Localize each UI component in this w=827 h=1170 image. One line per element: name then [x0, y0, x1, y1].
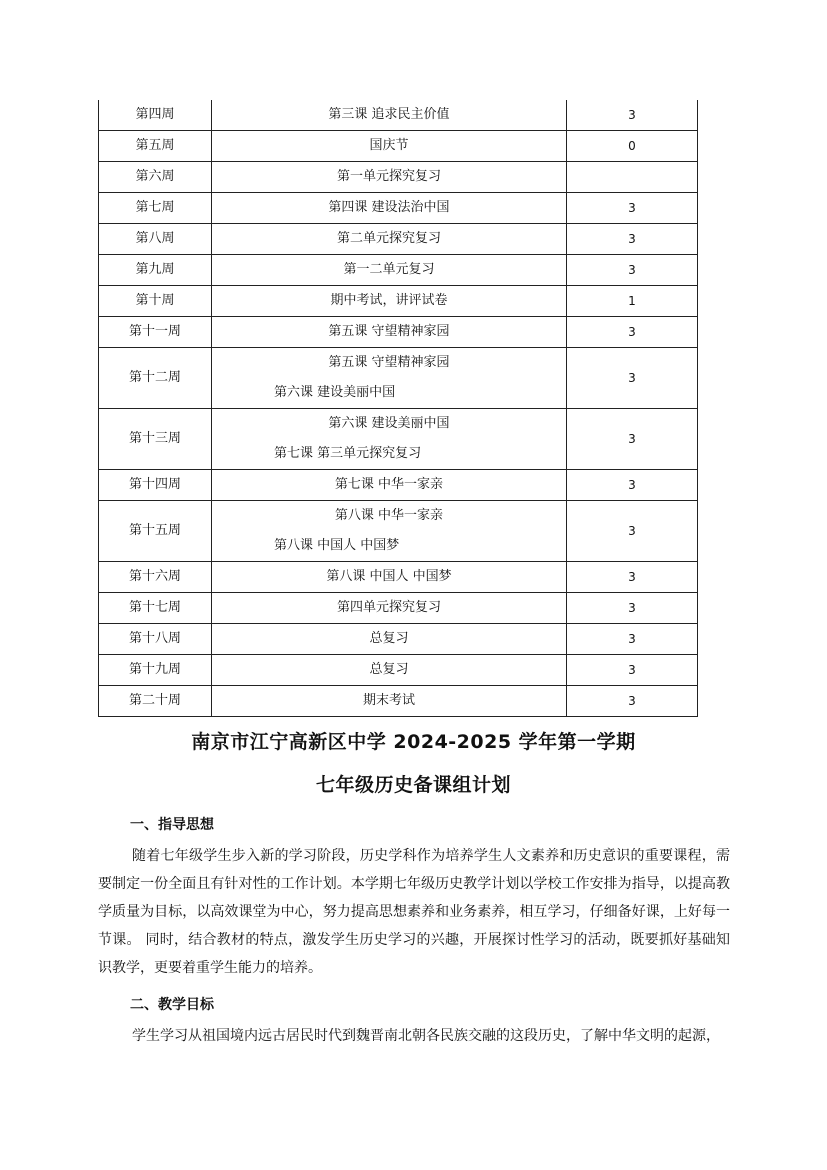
table-row [99, 224, 698, 255]
hours-cell: 0 [567, 131, 698, 162]
table-row [99, 593, 698, 624]
hours-cell: 3 [567, 317, 698, 348]
lesson-line: 第七课 中华一家亲 [334, 477, 444, 492]
lesson-line: 国庆节 [369, 138, 409, 153]
lesson-line: 第二单元探究复习 [336, 231, 441, 246]
week-cell: 第八周 [99, 224, 212, 255]
lesson-cell [212, 501, 567, 562]
schedule-table-body [99, 100, 698, 717]
hours-cell: 3 [567, 501, 698, 562]
section-body-teaching-goals: 学生学习从祖国境内远古居民时代到魏晋南北朝各民族交融的这段历史，了解中华文明的起源， [132, 1028, 720, 1044]
lesson-cell [212, 409, 567, 470]
schedule-table [98, 100, 698, 717]
week-cell: 第九周 [99, 255, 212, 286]
section-heading-guiding-ideology: 一、指导思想 [130, 817, 214, 833]
table-row [99, 470, 698, 501]
hours-cell: 3 [567, 348, 698, 409]
section-body-guiding-ideology: 随着七年级学生步入新的学习阶段，历史学科作为培养学生人文素养和历史意识的重要课程，需要制定一份全面且有针对性的工作计划。本学期七年级历史教学计划以学校工作安排为指导，以提高教学质量为目标，以高效课堂为中心，努力提高思想素养和业务素养，相互学习，仔细备好课，上好每一节课。 同时，结合教材的特点，激发学生历史学习的兴趣，开展探讨性学习的活动，既要抓好基础知识教学，更要着重学生能力的培养。 [98, 848, 730, 976]
hours-cell: 3 [567, 255, 698, 286]
table-row [99, 286, 698, 317]
lesson-cell [212, 317, 567, 348]
lesson-line: 总复习 [369, 631, 409, 646]
hours-cell: 3 [567, 593, 698, 624]
document-subtitle: 七年级历史备课组计划 [315, 774, 511, 796]
lesson-line: 第八课 中国人 中国梦 [274, 538, 400, 553]
table-row [99, 100, 698, 131]
table-row [99, 317, 698, 348]
table-row [99, 348, 698, 409]
table-row [99, 131, 698, 162]
hours-cell: 3 [567, 562, 698, 593]
lesson-line: 第五课 守望精神家园 [328, 355, 450, 370]
table-row [99, 409, 698, 470]
lesson-cell [212, 562, 567, 593]
lesson-cell [212, 593, 567, 624]
lesson-line: 期中考试，讲评试卷 [330, 293, 448, 308]
lesson-line: 第三课 追求民主价值 [328, 107, 450, 122]
table-row [99, 255, 698, 286]
table-row [99, 686, 698, 717]
week-cell: 第六周 [99, 162, 212, 193]
lesson-cell [212, 193, 567, 224]
hours-cell [567, 162, 698, 193]
week-cell: 第十二周 [99, 348, 212, 409]
lesson-cell [212, 470, 567, 501]
hours-cell: 3 [567, 224, 698, 255]
hours-cell: 3 [567, 686, 698, 717]
table-row [99, 162, 698, 193]
document-title: 南京市江宁高新区中学 2024-2025 学年第一学期 [191, 731, 636, 753]
week-cell: 第五周 [99, 131, 212, 162]
lesson-cell [212, 131, 567, 162]
hours-cell: 3 [567, 655, 698, 686]
week-cell: 第十一周 [99, 317, 212, 348]
table-row [99, 193, 698, 224]
table-row [99, 655, 698, 686]
lesson-line: 期末考试 [362, 693, 415, 708]
lesson-cell [212, 286, 567, 317]
lesson-line: 第一单元探究复习 [336, 169, 441, 184]
lesson-line: 第六课 建设美丽中国 [274, 385, 396, 400]
lesson-cell [212, 224, 567, 255]
week-cell: 第十三周 [99, 409, 212, 470]
week-cell: 第十四周 [99, 470, 212, 501]
week-cell: 第十八周 [99, 624, 212, 655]
hours-cell: 3 [567, 100, 698, 131]
hours-cell: 3 [567, 624, 698, 655]
week-cell: 第七周 [99, 193, 212, 224]
lesson-line: 第一二单元复习 [343, 262, 435, 277]
week-cell: 第四周 [99, 100, 212, 131]
week-cell: 第十七周 [99, 593, 212, 624]
lesson-cell [212, 162, 567, 193]
table-row [99, 624, 698, 655]
lesson-line: 第五课 守望精神家园 [328, 324, 450, 339]
lesson-line: 第四课 建设法治中国 [328, 200, 450, 215]
lesson-cell [212, 255, 567, 286]
lesson-cell [212, 348, 567, 409]
week-cell: 第十周 [99, 286, 212, 317]
lesson-line: 总复习 [369, 662, 409, 677]
lesson-cell [212, 686, 567, 717]
week-cell: 第十九周 [99, 655, 212, 686]
section-heading-teaching-goals: 二、教学目标 [130, 997, 214, 1013]
lesson-cell [212, 655, 567, 686]
lesson-cell [212, 100, 567, 131]
lesson-cell [212, 624, 567, 655]
hours-cell: 3 [567, 470, 698, 501]
week-cell: 第十五周 [99, 501, 212, 562]
week-cell: 第二十周 [99, 686, 212, 717]
week-cell: 第十六周 [99, 562, 212, 593]
table-row [99, 501, 698, 562]
hours-cell: 3 [567, 193, 698, 224]
hours-cell: 3 [567, 409, 698, 470]
table-row [99, 562, 698, 593]
lesson-line: 第七课 第三单元探究复习 [274, 446, 422, 461]
lesson-line: 第四单元探究复习 [336, 600, 441, 615]
lesson-line: 第六课 建设美丽中国 [328, 416, 450, 431]
lesson-line: 第八课 中华一家亲 [334, 508, 444, 523]
lesson-line: 第八课 中国人 中国梦 [326, 569, 452, 584]
hours-cell: 1 [567, 286, 698, 317]
